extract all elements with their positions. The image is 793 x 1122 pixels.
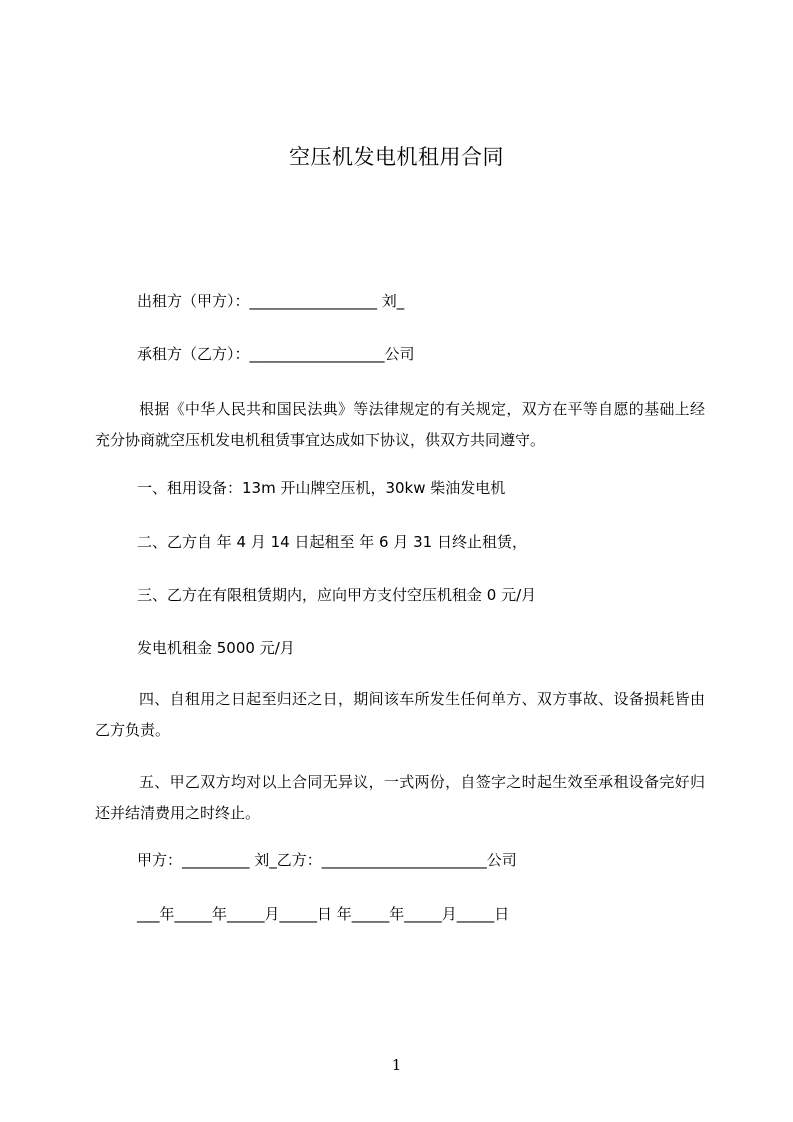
lessee-line: 承租方（乙方）：__________________公司: [137, 345, 415, 363]
date-line: ___年_____年_____月_____日 年_____年_____月_____日: [137, 905, 510, 923]
clause-3: 三、乙方在有限租赁期内，应向甲方支付空压机租金 0 元/月: [137, 586, 537, 604]
clause-3-generator-rent: 发电机租金 5000 元/月: [137, 639, 295, 657]
clause-4: 四、自租用之日起至归还之日，期间该车所发生任何单方、双方事故、设备损耗皆由乙方负责。: [95, 690, 705, 739]
lessor-line: 出租方（甲方）：_________________ 刘_: [137, 292, 405, 310]
intro-paragraph: 根据《中华人民共和国民法典》等法律规定的有关规定，双方在平等自愿的基础上经充分协商就空压机发电机租赁事宜达成如下协议，供双方共同遵守。: [95, 400, 705, 449]
clause-5: 五、甲乙双方均对以上合同无异议，一式两份，自签字之时起生效至承租设备完好归还并结清费用之时终止。: [95, 773, 705, 822]
signature-line: 甲方：_________ 刘_乙方：______________________公司: [137, 851, 517, 869]
clause-1: 一、租用设备：13m 开山牌空压机，30kw 柴油发电机: [137, 479, 506, 497]
page-number: 1: [391, 1056, 402, 1074]
clause-2: 二、乙方自 年 4 月 14 日起租至 年 6 月 31 日终止租赁，: [137, 533, 527, 551]
contract-title: 空压机发电机租用合同: [289, 145, 504, 169]
